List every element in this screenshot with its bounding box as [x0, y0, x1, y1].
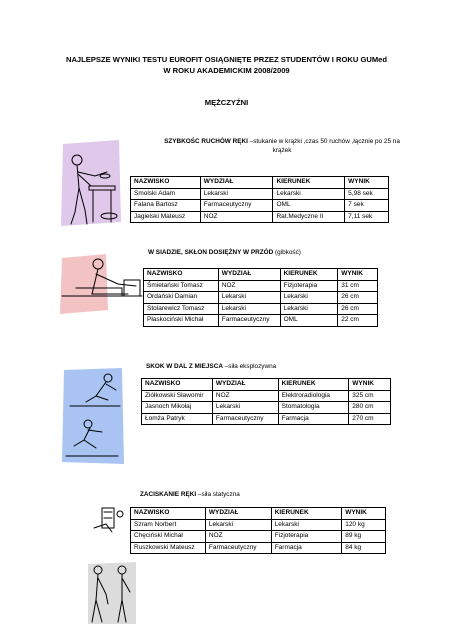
cell-faculty: Farmaceutyczny: [205, 542, 271, 554]
cell-faculty: NOZ: [212, 390, 278, 402]
cell-field: Farmacja: [278, 413, 349, 425]
cell-name: Łomża Patryk: [142, 413, 213, 425]
cell-field: Rat.Medyczne II: [273, 211, 345, 223]
cell-faculty: Lekarski: [200, 188, 273, 200]
cell-result: 280 cm: [349, 402, 391, 414]
cell-faculty: Farmaceutyczny: [200, 200, 273, 212]
long-jump-illustration: [60, 366, 126, 466]
title-line-1: NAJLEPSZE WYNIKI TESTU EUROFIT OSIĄGNIĘTE PRZEZ STUDENTÓW I ROKU GUMed: [65, 55, 388, 64]
table-header-row: [142, 379, 391, 391]
cell-result: 26 cm: [338, 292, 378, 304]
section-4-table: [130, 507, 386, 554]
cell-field: Stomatologia: [278, 402, 349, 414]
cell-result: 89 kg: [342, 531, 386, 543]
cell-result: 325 cm: [349, 390, 391, 402]
gender-heading: MĘŻCZYŹNI: [204, 98, 249, 107]
col-field-header: KIERUNEK: [271, 508, 342, 520]
col-field-header: KIERUNEK: [273, 177, 345, 189]
col-faculty-header: WYDZIAŁ: [200, 177, 273, 189]
section-1-title-bold: SZYBKOŚC RUCHÓW RĘKI: [164, 138, 248, 145]
section-2-title: [148, 248, 301, 257]
cell-result: 84 kg: [342, 542, 386, 554]
section-3-table: [141, 378, 391, 425]
table-header-row: [131, 177, 389, 189]
col-name-header: NAZWISKO: [131, 177, 201, 189]
cell-name: Śmietański Tomasz: [144, 280, 219, 292]
cell-name: Ziółkowski Sławomir: [142, 390, 213, 402]
table-row: [131, 531, 386, 543]
cell-result: 31 cm: [338, 280, 378, 292]
cell-faculty: Lekarski: [205, 519, 271, 531]
cell-result: 26 cm: [338, 303, 378, 315]
document-title: [0, 54, 453, 76]
table-row: [144, 303, 378, 315]
cell-field: OML: [273, 200, 345, 212]
col-faculty-header: WYDZIAŁ: [218, 269, 280, 281]
section-2-table: [143, 268, 378, 327]
cell-field: Fizjoterapia: [271, 531, 342, 543]
col-faculty-header: WYDZIAŁ: [212, 379, 278, 391]
cell-faculty: NOZ: [200, 211, 273, 223]
cell-name: Falana Bartosz: [131, 200, 201, 212]
col-name-header: NAZWISKO: [131, 508, 206, 520]
table-row: [131, 542, 386, 554]
cell-field: Lekarski: [280, 292, 338, 304]
section-1-title: [152, 137, 412, 155]
col-result-header: WYNIK: [342, 508, 386, 520]
cell-field: Lekarski: [271, 519, 342, 531]
table-row: [144, 280, 378, 292]
section-3-title: [146, 362, 276, 371]
table-row: [131, 188, 389, 200]
cell-result: 7 sek: [345, 200, 389, 212]
cell-faculty: Farmaceutyczny: [212, 413, 278, 425]
cell-result: 270 cm: [349, 413, 391, 425]
cell-name: Ruszkowski Mateusz: [131, 542, 206, 554]
cell-result: 120 kg: [342, 519, 386, 531]
table-header-row: [144, 269, 378, 281]
table-header-row: [131, 508, 386, 520]
table-row: [142, 402, 391, 414]
cell-faculty: Lekarski: [218, 292, 280, 304]
section-3-title-rest: –siła eksplozywna: [222, 363, 277, 370]
col-name-header: NAZWISKO: [144, 269, 219, 281]
table-row: [131, 211, 389, 223]
sit-and-reach-illustration: [58, 250, 144, 320]
cell-name: Ordański Damian: [144, 292, 219, 304]
col-name-header: NAZWISKO: [142, 379, 213, 391]
cell-name: Jagielski Mateusz: [131, 211, 201, 223]
cell-faculty: Lekarski: [212, 402, 278, 414]
cell-field: Lekarski: [273, 188, 345, 200]
table-row: [131, 200, 389, 212]
col-result-header: WYNIK: [338, 269, 378, 281]
section-4-title: [140, 490, 240, 499]
cell-name: Stolarewicz Tomasz: [144, 303, 219, 315]
table-row: [144, 315, 378, 327]
table-row: [142, 413, 391, 425]
title-line-2: W ROKU AKADEMICKIM 2008/2009: [163, 66, 290, 75]
tapping-test-illustration: [57, 138, 125, 228]
table-row: [131, 519, 386, 531]
section-4-title-rest: –siła statyczna: [196, 491, 240, 498]
cell-faculty: NOZ: [205, 531, 271, 543]
cell-result: 7,11 sek: [345, 211, 389, 223]
cell-result: 22 cm: [338, 315, 378, 327]
col-field-header: KIERUNEK: [280, 269, 338, 281]
cell-name: Smolski Adam: [131, 188, 201, 200]
cell-name: Chęciński Michał: [131, 531, 206, 543]
col-field-header: KIERUNEK: [278, 379, 349, 391]
cell-field: Farmacja: [271, 542, 342, 554]
section-4-title-bold: ZACISKANIE RĘKI: [140, 491, 197, 498]
cell-field: Elektroradiologia: [278, 390, 349, 402]
section-1-table: [130, 176, 389, 223]
section-1-title-rest: –stukanie w krążki ,czas 50 ruchów ,łącznie po 25 na: [247, 138, 400, 145]
table-row: [142, 390, 391, 402]
table-row: [144, 292, 378, 304]
col-faculty-header: WYDZIAŁ: [205, 508, 271, 520]
section-2-title-bold: W SIADZIE, SKŁON DOSIĘŻNY W PRZÓD: [148, 249, 274, 256]
col-result-header: WYNIK: [349, 379, 391, 391]
cell-result: 5,98 sek: [345, 188, 389, 200]
col-result-header: WYNIK: [345, 177, 389, 189]
section-3-title-bold: SKOK W DAL Z MIEJSCA: [146, 363, 223, 370]
cell-faculty: NOZ: [218, 280, 280, 292]
cell-name: Jasnoch Mikołaj: [142, 402, 213, 414]
cell-faculty: Lekarski: [218, 303, 280, 315]
section-2-title-rest: (gibkość): [273, 249, 301, 256]
cell-field: Fizjoterapia: [280, 280, 338, 292]
section-1-title-line2: krążek: [272, 147, 292, 154]
cell-field: OML: [280, 315, 338, 327]
cell-faculty: Farmaceutyczny: [218, 315, 280, 327]
cell-name: Szram Norbert: [131, 519, 206, 531]
cell-name: Płaskociński Michał: [144, 315, 219, 327]
cell-field: Lekarski: [280, 303, 338, 315]
